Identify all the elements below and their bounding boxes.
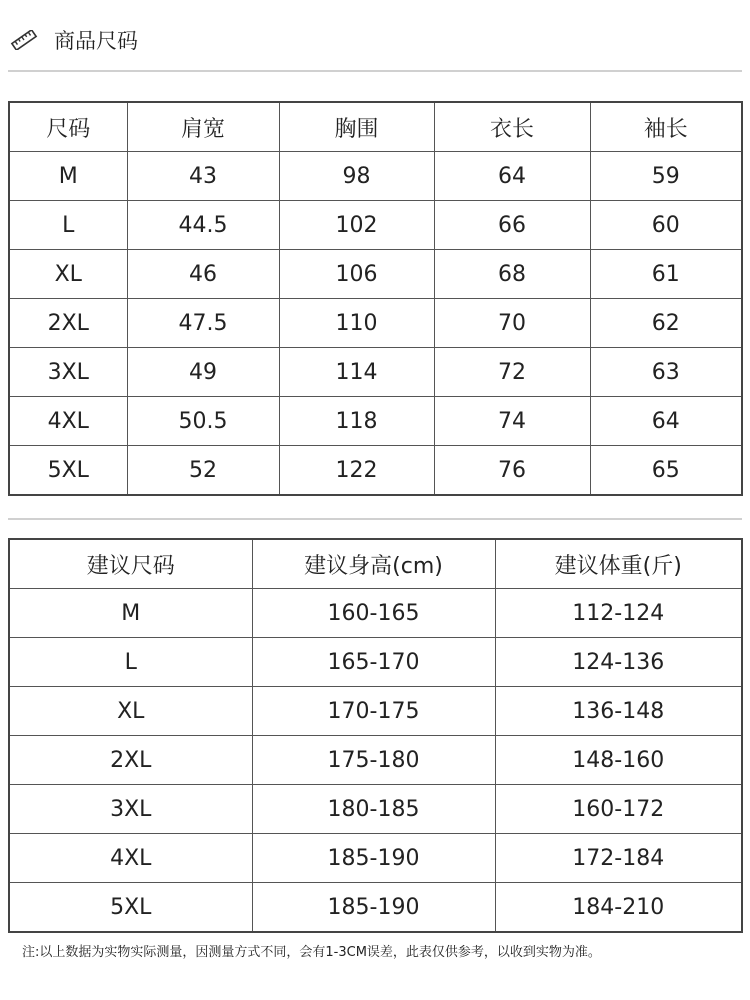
- size-table: [8, 101, 743, 496]
- table-cell: 3XL: [9, 348, 127, 397]
- table-cell: 74: [434, 397, 590, 446]
- table-cell: 66: [434, 201, 590, 250]
- section-divider: [8, 518, 742, 520]
- table-cell: 3XL: [9, 785, 252, 834]
- table-cell: 165-170: [252, 638, 495, 687]
- table-cell: 180-185: [252, 785, 495, 834]
- table-cell: L: [9, 201, 127, 250]
- page-header: [0, 0, 750, 72]
- suggest-table: [8, 538, 743, 933]
- table-row: [9, 397, 742, 446]
- table-cell: 5XL: [9, 883, 252, 933]
- table-cell: 184-210: [495, 883, 742, 933]
- table-cell: 160-165: [252, 589, 495, 638]
- table-cell: 72: [434, 348, 590, 397]
- table-cell: 136-148: [495, 687, 742, 736]
- table-cell: 44.5: [127, 201, 279, 250]
- table-row: [9, 446, 742, 496]
- table-cell: 124-136: [495, 638, 742, 687]
- table-row: [9, 638, 742, 687]
- table-cell: 62: [590, 299, 742, 348]
- table-row: [9, 589, 742, 638]
- table-cell: 185-190: [252, 834, 495, 883]
- table-cell: 61: [590, 250, 742, 299]
- table-cell: 98: [279, 152, 434, 201]
- table-cell: 50.5: [127, 397, 279, 446]
- table-cell: 70: [434, 299, 590, 348]
- table-cell: 172-184: [495, 834, 742, 883]
- table-cell: 64: [434, 152, 590, 201]
- table-header-row: [9, 539, 742, 589]
- column-header: 衣长: [434, 102, 590, 152]
- column-header: 袖长: [590, 102, 742, 152]
- header-divider: [8, 70, 742, 72]
- table-cell: 170-175: [252, 687, 495, 736]
- table-cell: 5XL: [9, 446, 127, 496]
- table-cell: 106: [279, 250, 434, 299]
- table-row: [9, 834, 742, 883]
- table-cell: 63: [590, 348, 742, 397]
- table-cell: 64: [590, 397, 742, 446]
- table-cell: M: [9, 589, 252, 638]
- table-cell: 49: [127, 348, 279, 397]
- table-row: [9, 152, 742, 201]
- table-cell: 114: [279, 348, 434, 397]
- table-cell: 60: [590, 201, 742, 250]
- table-cell: M: [9, 152, 127, 201]
- column-header: 建议体重(斤): [495, 539, 742, 589]
- table-row: [9, 785, 742, 834]
- table-row: [9, 883, 742, 933]
- column-header: 建议身高(cm): [252, 539, 495, 589]
- table-cell: 175-180: [252, 736, 495, 785]
- column-header: 胸围: [279, 102, 434, 152]
- table-cell: 112-124: [495, 589, 742, 638]
- table-cell: 118: [279, 397, 434, 446]
- table-cell: 2XL: [9, 299, 127, 348]
- table-cell: 185-190: [252, 883, 495, 933]
- ruler-icon: [10, 30, 38, 50]
- table-cell: 2XL: [9, 736, 252, 785]
- table-row: [9, 201, 742, 250]
- table-cell: 47.5: [127, 299, 279, 348]
- table-cell: XL: [9, 687, 252, 736]
- page-title: 商品尺码: [54, 29, 138, 53]
- table-cell: 4XL: [9, 834, 252, 883]
- table-cell: 122: [279, 446, 434, 496]
- table-row: [9, 299, 742, 348]
- column-header: 肩宽: [127, 102, 279, 152]
- column-header: 尺码: [9, 102, 127, 152]
- table-cell: 148-160: [495, 736, 742, 785]
- table-cell: L: [9, 638, 252, 687]
- table-row: [9, 687, 742, 736]
- column-header: 建议尺码: [9, 539, 252, 589]
- table-cell: 43: [127, 152, 279, 201]
- table-row: [9, 736, 742, 785]
- table-row: [9, 348, 742, 397]
- table-row: [9, 250, 742, 299]
- table-cell: 65: [590, 446, 742, 496]
- table-cell: 59: [590, 152, 742, 201]
- table-cell: XL: [9, 250, 127, 299]
- table-cell: 68: [434, 250, 590, 299]
- table-cell: 52: [127, 446, 279, 496]
- table-cell: 76: [434, 446, 590, 496]
- table-cell: 110: [279, 299, 434, 348]
- table-cell: 160-172: [495, 785, 742, 834]
- table-cell: 46: [127, 250, 279, 299]
- table-cell: 102: [279, 201, 434, 250]
- measurement-note: 注:以上数据为实物实际测量，因测量方式不同，会有1-3CM误差，此表仅供参考，以收到实物为准。: [22, 945, 601, 960]
- table-header-row: [9, 102, 742, 152]
- table-cell: 4XL: [9, 397, 127, 446]
